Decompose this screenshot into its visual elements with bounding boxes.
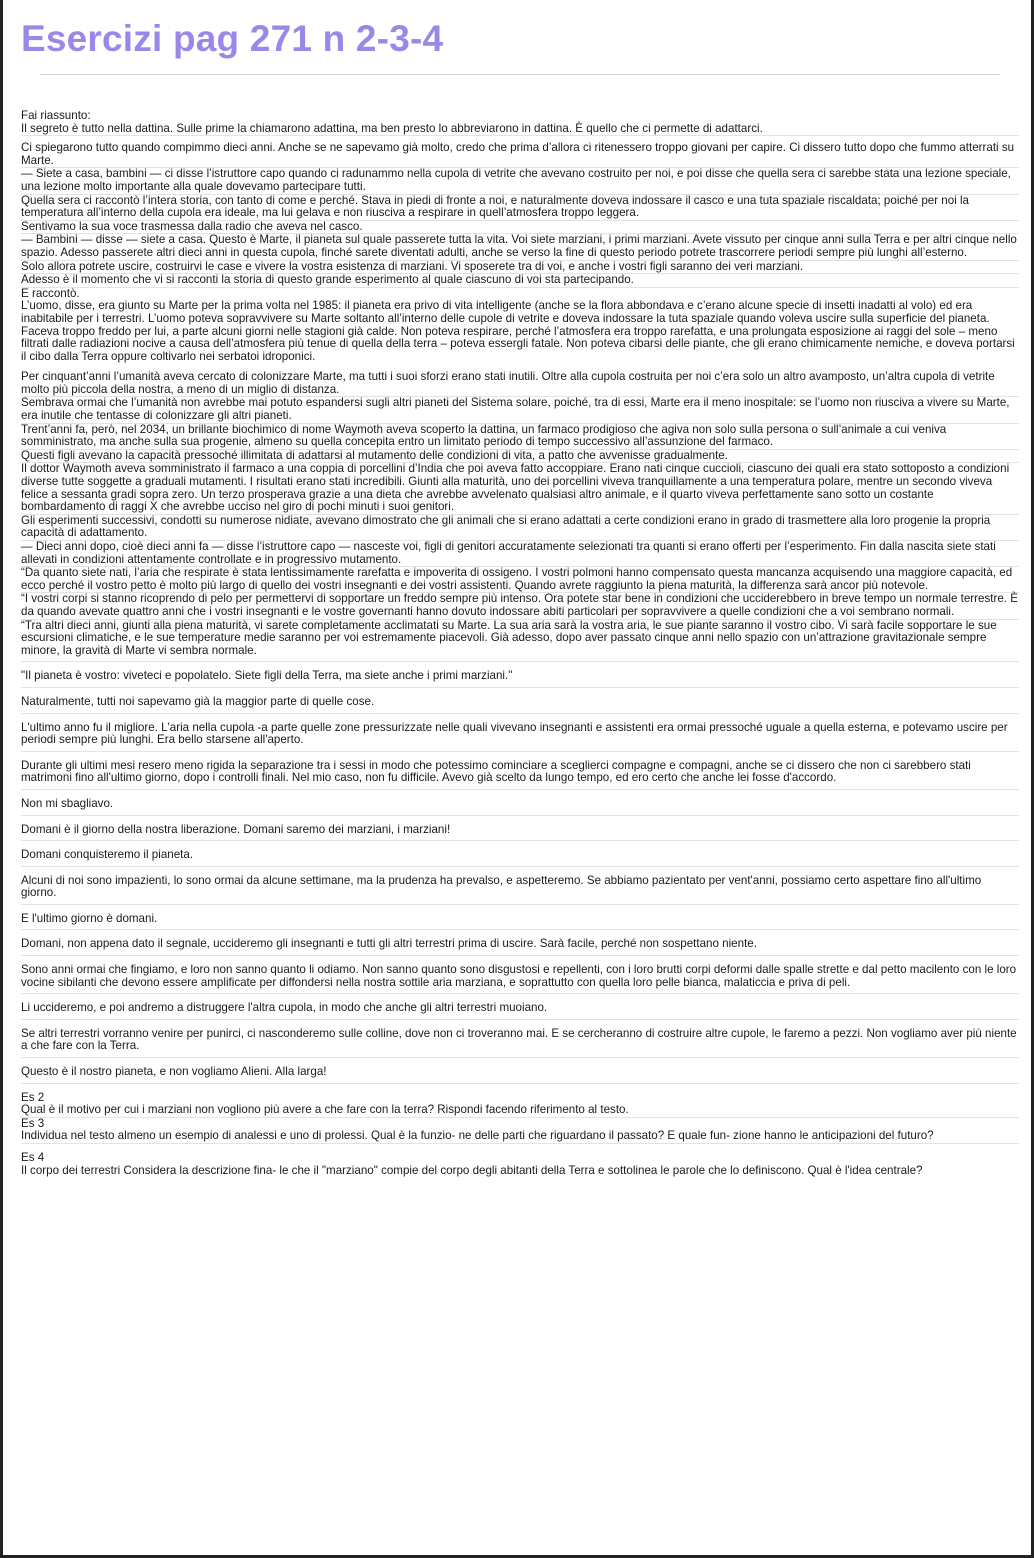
paragraph: E l'ultimo giorno è domani. bbox=[21, 913, 1019, 931]
paragraph: Domani, non appena dato il segnale, uccideremo gli insegnanti e tutti gli altri terrestri prima di uscire. Sarà facile, perché non sospettano niente. bbox=[21, 938, 1019, 956]
paragraph: Li uccideremo, e poi andremo a distruggere l'altra cupola, in modo che anche gli altri terrestri muoiano. bbox=[21, 1002, 1019, 1020]
paragraph: E raccontò. bbox=[21, 286, 80, 300]
paragraph: Sembrava ormai che l’umanità non avrebbe mai potuto espandersi sugli altri pianeti del Sistema solare, poiché, tra di essi, Marte era il meno inospitale: se l’uomo non riusciva a vivere su Marte, era inutile che tentasse di colonizzare gli altri pianeti. bbox=[21, 397, 1019, 423]
paragraph: — Dieci anni dopo, cioè dieci anni fa — disse l’istruttore capo — nasceste voi, figli di genitori accuratamente selezionati tra quanti si erano offerti per l’esperimento. Fin dalla nascita siete stati allevati in condizioni attentamente controllate e in progressivo mutamento. bbox=[21, 541, 1019, 567]
paragraph: Sentivamo la sua voce trasmessa dalla radio che aveva nel casco. bbox=[21, 221, 1019, 235]
paragraph: Alcuni di noi sono impazienti, lo sono ormai da alcune settimane, ma la prudenza ha prevalso, e aspetteremo. Se abbiamo pazientato per vent'anni, possiamo certo aspettare fino all'ultimo giorno. bbox=[21, 875, 1019, 905]
paragraph: “I vostri corpi si stanno ricoprendo di pelo per permettervi di sopportare un freddo sempre più intenso. Ora potete star bene in condizioni che ucciderebbero in breve tempo un normale terrestre. È da quando avevate quattro anni che i vostri insegnanti e le vostre governanti hanno dovuto indossare abiti particolari per sopravvivere a quelle condizioni che a voi sembrano normali. bbox=[21, 592, 1018, 618]
paragraph: Domani conquisteremo il pianeta. bbox=[21, 849, 1019, 867]
page-title: Esercizi pag 271 n 2-3-4 bbox=[21, 18, 444, 59]
paragraph: “Da quanto siete nati, l’aria che respirate è stata lentissimamente rarefatta e impoverita di ossigeno. I vostri polmoni hanno compensato questa mancanza acquisendo una maggiore capacità, ed ecco perché il vostro petto è molto più largo di quello dei vostri insegnanti e dei vostri assistenti. Quando avrete raggiunto la piena maturità, la differenza sarà ancor più notevole. bbox=[21, 567, 1019, 593]
paragraph: Gli esperimenti successivi, condotti su numerose nidiate, avevano dimostrato che gli animali che si erano adattati a certe condizioni erano in grado di trasmettere alla loro progenie la propria capacità di adattamento. bbox=[21, 515, 1019, 541]
paragraph: Quella sera ci raccontò l’intera storia, con tanto di come e perché. Stava in piedi di fronte a noi, e naturalmente doveva indossare il casco e una tuta spaziale riscaldata; poiché per noi la temperatura all’interno della cupola era ideale, ma lui gelava e non riusciva a respirare in quell’atmosfera troppo leggera. bbox=[21, 195, 1019, 221]
intro-label: Fai riassunto: bbox=[21, 109, 91, 122]
document-body bbox=[21, 110, 1019, 1177]
exercise-text: Qual è il motivo per cui i marziani non vogliono più avere a che fare con la terra? Rispondi facendo riferimento al testo. bbox=[21, 1104, 1019, 1118]
title-divider bbox=[40, 74, 1000, 75]
paragraph: Il segreto è tutto nella dattina. Sulle prime la chiamarono adattina, ma ben presto lo abbreviarono in dattina. È quello che ci permette di adattarci. bbox=[21, 123, 1019, 137]
paragraph: "Il pianeta è vostro: viveteci e popolatelo. Siete figli della Terra, ma siete anche i primi marziani." bbox=[21, 670, 1019, 688]
paragraph: — Bambini — disse — siete a casa. Questo è Marte, il pianeta sul quale passerete tutta la vita. Voi siete marziani, i primi marziani. Avete vissuto per cinque anni sulla Terra e per altri cinque nello spazio. Adesso passerete altri dieci anni in questa cupola, finché sarete diventati adulti, anche se verso la fine di questo periodo potrete trascorrere periodi sempre più lunghi all’esterno. bbox=[21, 234, 1019, 260]
exercise-label: Es 4 bbox=[21, 1151, 45, 1164]
paragraph: Sono anni ormai che fingiamo, e loro non sanno quanto li odiamo. Non sanno quanto sono disgustosi e repellenti, con i loro brutti corpi deformi dalle spalle strette e dal petto macilento con le loro vocine sibilanti che devono essere amplificate per diffondersi nella nostra sottile aria marziana, e soprattutto con quella loro pelle bianca, malaticcia e priva di peli. bbox=[21, 964, 1019, 994]
paragraph: L’uomo, disse, era giunto su Marte per la prima volta nel 1985: il pianeta era privo di vita intelligente (anche se la flora abbondava e c’erano alcune specie di insetti inadatti al volo) ed era inabitabile per i terrestri. L’uomo poteva sopravvivere su Marte soltanto all’interno delle cupole di vetrite e doveva indossare la tuta spaziale quando voleva uscire sulla superficie del pianeta. Faceva troppo freddo per lui, a parte alcuni giorni nelle stagioni già calde. Non poteva respirare, perché l’atmosfera era troppo rarefatta, e una prolungata esposizione ai raggi del sole – meno filtrati dalle radiazioni nocive a causa dell’atmosfera più tenue di quella della terra – poteva essergli fatale. Non poteva cibarsi delle piante, che gli erano chimicamente nemiche, e doveva portarsi il cibo dalla Terra oppure coltivarlo nei serbatoi idroponici. bbox=[21, 299, 1015, 363]
paragraph: L'ultimo anno fu il migliore. L'aria nella cupola -a parte quelle zone pressurizzate nelle quali vivevano insegnanti e assistenti era ormai pressoché uguale a quella esterna, e potevamo uscire per periodi sempre più lunghi. Era bello starsene all'aperto. bbox=[21, 722, 1019, 752]
exercise-text: Individua nel testo almeno un esempio di analessi e uno di prolessi. Qual è la funzio- ne delle parti che riguardano il passato? E quale fun- zione hanno le anticipazioni del futuro? bbox=[21, 1130, 1019, 1144]
paragraph: Trent’anni fa, però, nel 2034, un brillante biochimico di nome Waymoth aveva scoperto la dattina, un farmaco prodigioso che agiva non solo sulla persona o sull’animale a cui veniva somministrato, ma anche sulla sua progenie, almeno su quella concepita entro un limitato periodo di tempo successivo all’assunzione del farmaco. bbox=[21, 424, 1019, 450]
exercise-text: Il corpo dei terrestri Considera la descrizione fina- le che il "marziano" compie del corpo degli abitanti della Terra e sottolinea le parole che lo definiscono. Qual è l'idea centrale? bbox=[21, 1163, 923, 1177]
paragraph: “Tra altri dieci anni, giunti alla piena maturità, vi sarete completamente acclimatati su Marte. La sua aria sarà la vostra aria, le sue piante saranno il vostro cibo. Vi sarà facile sopportare le sue escursioni climatiche, e le sue temperature medie saranno per voi estremamente piacevoli. Già adesso, dopo aver passato cinque anni nello spazio con un’attrazione gravitazionale sempre minore, la gravità di Marte vi sembra normale. bbox=[21, 620, 1019, 663]
paragraph: Il dottor Waymoth aveva somministrato il farmaco a una coppia di porcellini d’India che poi aveva fatto accoppiare. Erano nati cinque cuccioli, ciascuno dei quali era stato sottoposto a condizioni diverse tutte soggette a graduali mutamenti. I risultati erano stati incredibili. Giunti alla maturità, uno dei porcellini viveva tranquillamente a una temperatura polare, mentre un secondo viveva felice a sessanta gradi sopra zero. Un terzo prosperava grazie a una dieta che avrebbe avvelenato qualsiasi altro animale, e il quarto viveva perfettamente sano sotto un costante bombardamento di raggi X che avrebbe ucciso nel giro di pochi minuti i suoi genitori. bbox=[21, 463, 1019, 514]
paragraph: Ci spiegarono tutto quando compimmo dieci anni. Anche se ne sapevamo già molto, credo che prima d’allora ci ritenessero troppo giovani per capire. Ci dissero tutto dopo che fummo atterrati su Marte. bbox=[21, 142, 1019, 168]
paragraph: Questo è il nostro pianeta, e non vogliamo Alieni. Alla larga! bbox=[21, 1066, 1019, 1084]
paragraph: Se altri terrestri vorranno venire per punirci, ci nasconderemo sulle colline, dove non ci troveranno mai. E se cercheranno di costruire altre cupole, le faremo a pezzi. Non vogliamo aver più niente a che fare con la Terra. bbox=[21, 1028, 1019, 1058]
paragraph: Adesso è il momento che vi si racconti la storia di questo grande esperimento al quale ciascuno di voi sta partecipando. bbox=[21, 274, 1019, 288]
paragraph: Questi figli avevano la capacità pressoché illimitata di adattarsi al mutamento delle condizioni di vita, a patto che avvenisse gradualmente. bbox=[21, 450, 1019, 464]
paragraph: Durante gli ultimi mesi resero meno rigida la separazione tra i sessi in modo che potessimo cominciare a sceglierci compagne e compagni, anche se ci dissero che non ci sarebbero stati matrimoni fino all'ultimo giorno, dopo i controlli finali. Nel mio caso, non fu difficile. Avevo già scelto da lungo tempo, ed ero certo che anche lei fosse d'accordo. bbox=[21, 760, 1019, 790]
paragraph: Domani è il giorno della nostra liberazione. Domani saremo dei marziani, i marziani! bbox=[21, 824, 1019, 842]
paragraph: Solo allora potrete uscire, costruirvi le case e vivere la vostra esistenza di marziani. Vi sposerete tra di voi, e anche i vostri figli saranno dei veri marziani. bbox=[21, 261, 1019, 275]
paragraph: Naturalmente, tutti noi sapevamo già la maggior parte di quelle cose. bbox=[21, 696, 1019, 714]
paragraph: Non mi sbagliavo. bbox=[21, 798, 1019, 816]
exercise-label: Es 3 bbox=[21, 1116, 45, 1130]
exercise-label: Es 2 bbox=[21, 1090, 45, 1104]
paragraph: — Siete a casa, bambini — ci disse l’istruttore capo quando ci radunammo nella cupola di vetrite che avevano costruito per noi, e poi disse che quella sera ci sarebbe stata una lezione speciale, una lezione molto importante alla quale dovevamo partecipare tutti. bbox=[21, 168, 1019, 194]
paragraph: Per cinquant’anni l’umanità aveva cercato di colonizzare Marte, ma tutti i suoi sforzi erano stati inutili. Oltre alla cupola costruita per noi c’era solo un altro avamposto, un’altra cupola di vetrite molto più piccola della nostra, a meno di un miglio di distanza. bbox=[21, 371, 1019, 397]
